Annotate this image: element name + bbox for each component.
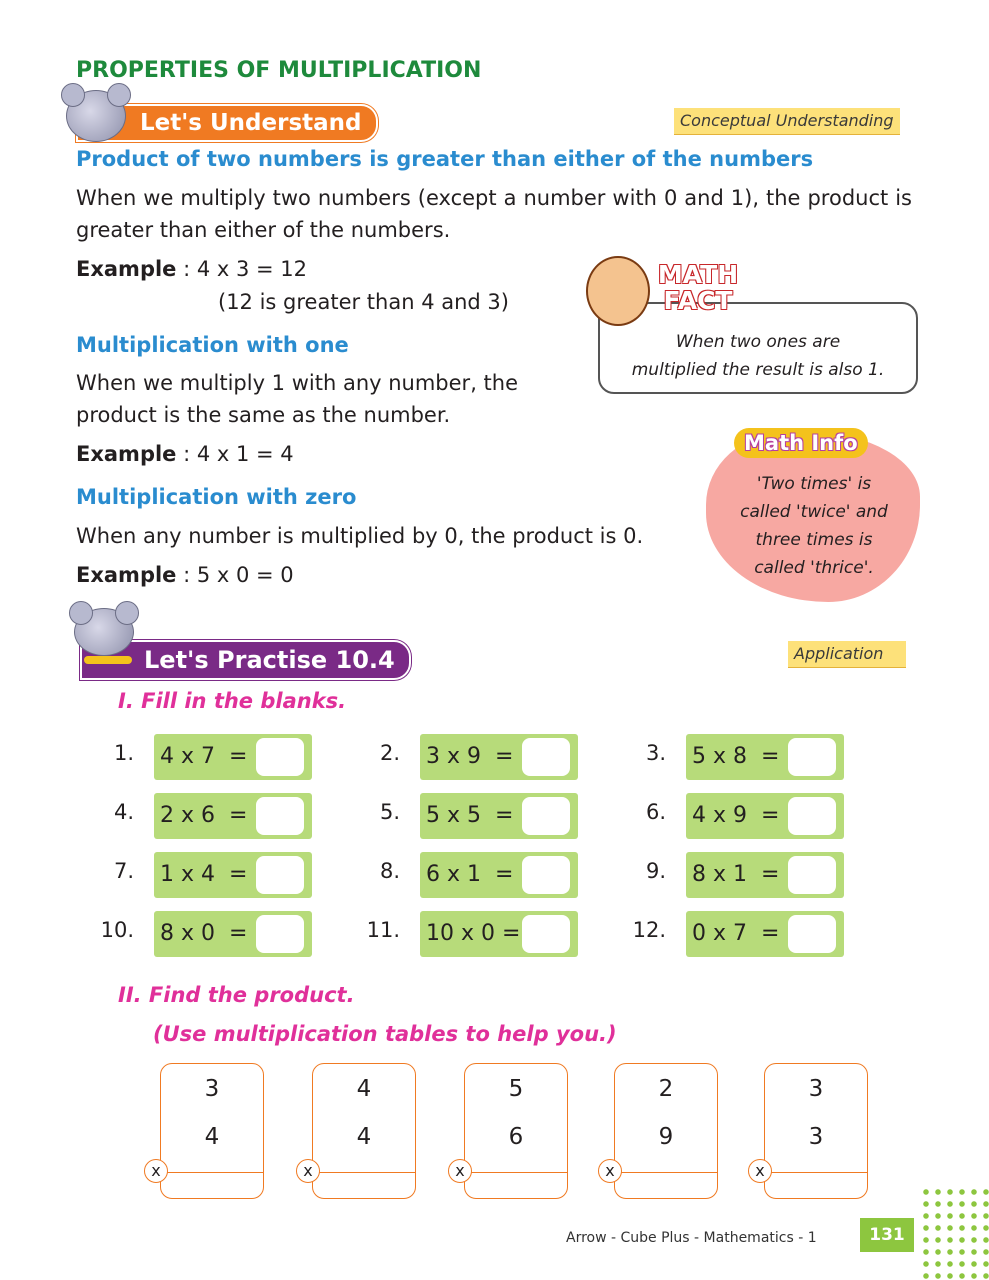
- question-box: [154, 911, 312, 957]
- prop3-example: [76, 559, 294, 591]
- product-problem-box: [160, 1063, 264, 1199]
- example-label: Example: [76, 257, 177, 281]
- product-answer-area[interactable]: [615, 1174, 717, 1196]
- multiplier: 6: [508, 1124, 524, 1150]
- multiplier: 9: [658, 1124, 674, 1150]
- exercise1-heading: I. Fill in the blanks.: [118, 689, 347, 713]
- question-number: 4.: [113, 800, 134, 824]
- question-box: [154, 793, 312, 839]
- answer-blank[interactable]: [256, 915, 304, 953]
- page-number: 131: [860, 1218, 914, 1252]
- multiplier: 3: [808, 1124, 824, 1150]
- math-info-line3: three times is: [755, 530, 873, 550]
- answer-blank[interactable]: [522, 738, 570, 776]
- question-box: [154, 734, 312, 780]
- multiply-sign-icon: x: [448, 1159, 472, 1183]
- question-expression: 5 x 5 =: [426, 803, 514, 828]
- question-expression: 2 x 6 =: [160, 803, 248, 828]
- question-number: 5.: [379, 800, 400, 824]
- question-box: [420, 911, 578, 957]
- question-number: 1.: [113, 741, 134, 765]
- application-tag: Application: [788, 641, 906, 668]
- prop1-example-note: (12 is greater than 4 and 3): [218, 290, 509, 314]
- product-divider: [313, 1172, 415, 1173]
- question-box: [686, 793, 844, 839]
- question-expression: 0 x 7 =: [692, 921, 780, 946]
- prop2-heading: Multiplication with one: [76, 333, 349, 357]
- question-box: [686, 852, 844, 898]
- multiplicand: 3: [808, 1076, 824, 1102]
- math-info-label: Math Info: [734, 428, 868, 458]
- question-number: 3.: [645, 741, 666, 765]
- question-expression: 8 x 0 =: [160, 921, 248, 946]
- question-number: 12.: [632, 918, 666, 942]
- multiplicand: 5: [508, 1076, 524, 1102]
- mouse-mascot-icon: [66, 90, 126, 142]
- question-box: [686, 734, 844, 780]
- prop1-example-equation: : 4 x 3 = 12: [183, 257, 308, 281]
- question-expression: 10 x 0 =: [426, 921, 521, 946]
- answer-blank[interactable]: [788, 738, 836, 776]
- question-number: 10.: [100, 918, 134, 942]
- math-fact-line2: multiplied the result is also 1.: [631, 360, 885, 380]
- question-number: 2.: [379, 741, 400, 765]
- exercise2-heading: II. Find the product.: [118, 983, 355, 1007]
- answer-blank[interactable]: [256, 856, 304, 894]
- question-box: [686, 911, 844, 957]
- question-expression: 4 x 7 =: [160, 744, 248, 769]
- prop2-text-line1: When we multiply 1 with any number, the: [76, 371, 519, 395]
- question-expression: 4 x 9 =: [692, 803, 780, 828]
- math-fact-label: [648, 262, 748, 314]
- question-number: 8.: [379, 859, 400, 883]
- multiplicand: 2: [658, 1076, 674, 1102]
- example-label: Example: [76, 442, 177, 466]
- question-expression: 3 x 9 =: [426, 744, 514, 769]
- prop1-text: When we multiply two numbers (except a number with 0 and 1), the product is greater than either of the numbers.: [76, 186, 912, 242]
- product-problem-box: [464, 1063, 568, 1199]
- prop3-example-equation: : 5 x 0 = 0: [183, 563, 294, 587]
- product-divider: [615, 1172, 717, 1173]
- question-expression: 6 x 1 =: [426, 862, 514, 887]
- exercise2-subheading: (Use multiplication tables to help you.): [153, 1022, 617, 1046]
- product-answer-area[interactable]: [161, 1174, 263, 1196]
- answer-blank[interactable]: [256, 738, 304, 776]
- product-answer-area[interactable]: [313, 1174, 415, 1196]
- answer-blank[interactable]: [788, 856, 836, 894]
- question-number: 7.: [113, 859, 134, 883]
- question-box: [420, 852, 578, 898]
- answer-blank[interactable]: [788, 797, 836, 835]
- prop2-example-equation: : 4 x 1 = 4: [183, 442, 294, 466]
- question-box: [154, 852, 312, 898]
- product-problem-box: [764, 1063, 868, 1199]
- prop1-heading: Product of two numbers is greater than either of the numbers: [76, 147, 814, 171]
- math-info-line4: called 'thrice'.: [754, 558, 874, 578]
- math-fact-label-line2: FACT: [663, 286, 733, 315]
- math-info-text: [716, 470, 912, 582]
- multiplier: 4: [356, 1124, 372, 1150]
- example-label: Example: [76, 563, 177, 587]
- prop3-text: When any number is multiplied by 0, the product is 0.: [76, 524, 644, 548]
- product-divider: [465, 1172, 567, 1173]
- question-number: 11.: [366, 918, 400, 942]
- multiply-sign-icon: x: [296, 1159, 320, 1183]
- multiply-sign-icon: x: [144, 1159, 168, 1183]
- question-number: 6.: [645, 800, 666, 824]
- product-divider: [765, 1172, 867, 1173]
- math-fact-label-line1: MATH: [657, 260, 739, 289]
- dots-decoration: [920, 1186, 989, 1280]
- math-fact-box: [598, 302, 918, 394]
- product-answer-area[interactable]: [765, 1174, 867, 1196]
- answer-blank[interactable]: [522, 915, 570, 953]
- answer-blank[interactable]: [788, 915, 836, 953]
- lets-practise-label: Let's Practise 10.4: [144, 646, 395, 674]
- multiplicand: 4: [356, 1076, 372, 1102]
- multiplier: 4: [204, 1124, 220, 1150]
- math-info-line1: 'Two times' is: [756, 474, 872, 494]
- question-box: [420, 793, 578, 839]
- prop1-example: [76, 253, 307, 285]
- answer-blank[interactable]: [522, 856, 570, 894]
- question-expression: 1 x 4 =: [160, 862, 248, 887]
- multiply-sign-icon: x: [748, 1159, 772, 1183]
- product-answer-area[interactable]: [465, 1174, 567, 1196]
- thinking-girl-icon: [586, 256, 650, 326]
- question-number: 9.: [645, 859, 666, 883]
- prop3-heading: Multiplication with zero: [76, 485, 357, 509]
- product-problem-box: [614, 1063, 718, 1199]
- product-divider: [161, 1172, 263, 1173]
- section-title: PROPERTIES OF MULTIPLICATION: [76, 58, 482, 83]
- conceptual-understanding-tag: Conceptual Understanding: [674, 108, 900, 135]
- answer-blank[interactable]: [256, 797, 304, 835]
- question-expression: 5 x 8 =: [692, 744, 780, 769]
- math-info-line2: called 'twice' and: [740, 502, 888, 522]
- question-box: [420, 734, 578, 780]
- math-fact-line1: When two ones are: [675, 332, 841, 352]
- question-expression: 8 x 1 =: [692, 862, 780, 887]
- multiplicand: 3: [204, 1076, 220, 1102]
- skateboard-mouse-icon: [74, 608, 134, 656]
- answer-blank[interactable]: [522, 797, 570, 835]
- prop2-example: [76, 438, 294, 470]
- footer-book-title: Arrow - Cube Plus - Mathematics - 1: [566, 1230, 817, 1246]
- skateboard-icon: [84, 656, 132, 664]
- lets-understand-label: Let's Understand: [140, 110, 362, 136]
- multiply-sign-icon: x: [598, 1159, 622, 1183]
- prop2-text-line2: product is the same as the number.: [76, 403, 451, 427]
- product-problem-box: [312, 1063, 416, 1199]
